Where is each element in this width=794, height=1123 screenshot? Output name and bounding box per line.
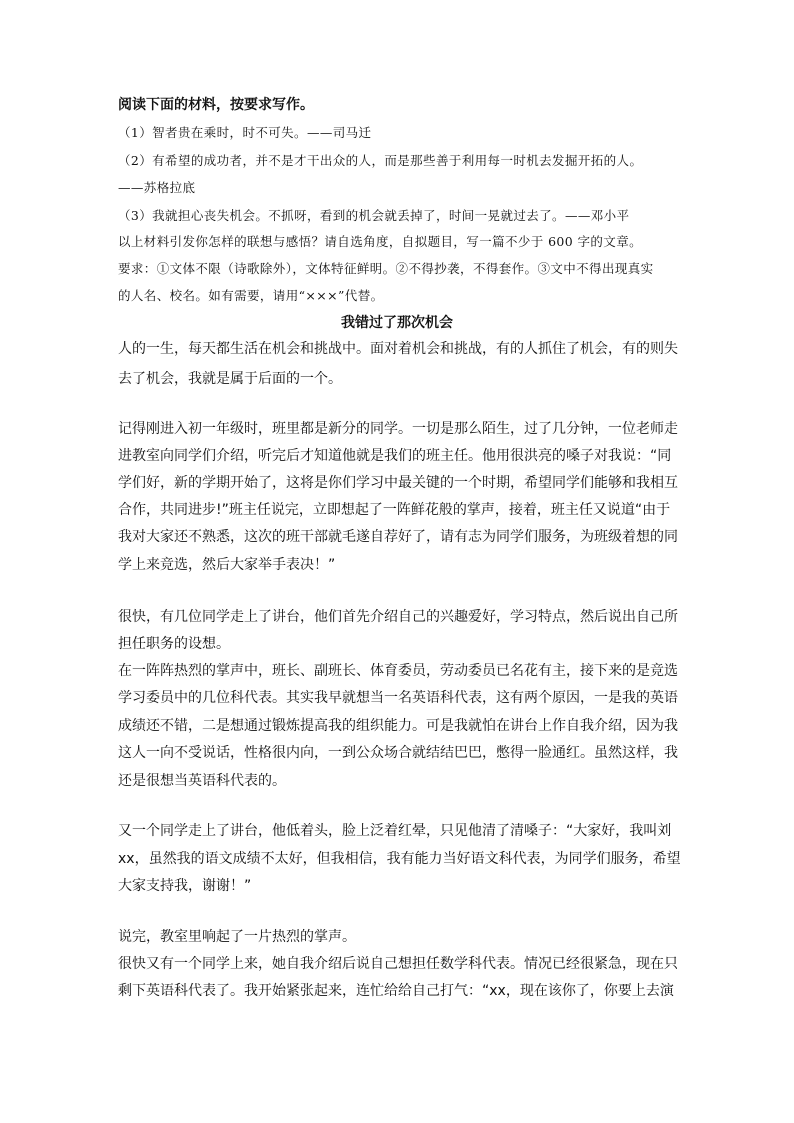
instruction-line: 以上材料引发你怎样的联想与感悟？请自选角度，自拟题目，写一篇不少于 600 字的文章。	[118, 234, 643, 249]
instruction-line: ——苏格拉底	[118, 180, 196, 195]
essay-line: 成绩还不错，二是想通过锻炼提高我的组织能力。可是我就怕在讲台上作自我介绍，因为我	[118, 718, 678, 734]
essay-line: 我对大家还不熟悉，这次的班干部就毛遂自荐好了，请有志为同学们服务，为班级着想的同	[118, 529, 678, 545]
instruction-line: （1）智者贵在乘时，时不可失。——司马迁	[118, 125, 372, 140]
essay-line: 大家支持我，谢谢！”	[118, 878, 252, 894]
instruction-line: （3）我就担心丧失机会。不抓呀，看到的机会就丢掉了，时间一晃就过去了。——邓小平	[118, 208, 630, 223]
essay-line: 进教室向同学们介绍，听完后才知道他就是我们的班主任。他用很洪亮的嗓子对我说：“同	[118, 448, 672, 464]
essay-line: xx，虽然我的语文成绩不太好，但我相信，我有能力当好语文科代表，为同学们服务，希望	[118, 851, 681, 867]
essay-line: 记得刚进入初一年级时，班里都是新分的同学。一切是那么陌生，过了几分钟，一位老师走	[118, 421, 678, 437]
essay-line: 很快，有几位同学走上了讲台，他们首先介绍自己的兴趣爱好，学习特点，然后说出自己所	[118, 609, 678, 625]
essay-line: 学上来竞选，然后大家举手表决！”	[118, 557, 336, 573]
essay-line: 人的一生，每天都生活在机会和挑战中。面对着机会和挑战，有的人抓住了机会，有的则失	[118, 341, 678, 357]
instruction-line: （2）有希望的成功者，并不是才干出众的人，而是那些善于利用每一时机去发掘开拓的人。	[118, 153, 643, 168]
essay-line: 学习委员中的几位科代表。其实我早就想当一名英语科代表，这有两个原因，一是我的英语	[118, 690, 678, 706]
essay-line: 还是很想当英语科代表的。	[118, 773, 286, 789]
instructions-heading: 阅读下面的材料，按要求写作。	[118, 97, 314, 113]
essay-line: 合作，共同进步!”班主任说完，立即想起了一阵鲜花般的掌声，接着，班主任又说道“由于	[118, 502, 671, 518]
essay-line: 担任职务的设想。	[118, 636, 230, 652]
essay-title: 我错过了那次机会	[341, 315, 453, 331]
essay-line: 学们好，新的学期开始了，这将是你们学习中最关键的一个时期，希望同学们能够和我相互	[118, 475, 678, 491]
essay-line: 去了机会，我就是属于后面的一个。	[118, 371, 342, 387]
instruction-line: 要求：①文体不限（诗歌除外），文体特征鲜明。②不得抄袭，不得套作。③文中不得出现真实	[118, 261, 654, 276]
essay-line: 很快又有一个同学上来，她自我介绍后说自己想担任数学科代表。情况已经很紧急，现在只	[118, 956, 678, 972]
essay-line: 这人一向不受说话，性格很内向，一到公众场合就结结巴巴，憋得一脸通红。虽然这样，我	[118, 745, 678, 761]
instruction-line: 的人名、校名。如有需要，请用“×××”代替。	[118, 288, 384, 303]
essay-line: 说完，教室里响起了一片热烈的掌声。	[118, 929, 356, 945]
essay-line: 又一个同学走上了讲台，他低着头，脸上泛着红晕，只见他清了清嗓子：“大家好，我叫刘	[118, 823, 672, 839]
essay-line: 在一阵阵热烈的掌声中，班长、副班长、体育委员，劳动委员已名花有主，接下来的是竞选	[118, 663, 678, 679]
essay-line: 剩下英语科代表了。我开始紧张起来，连忙给给自己打气：“xx，现在该你了，你要上去演	[118, 983, 674, 999]
